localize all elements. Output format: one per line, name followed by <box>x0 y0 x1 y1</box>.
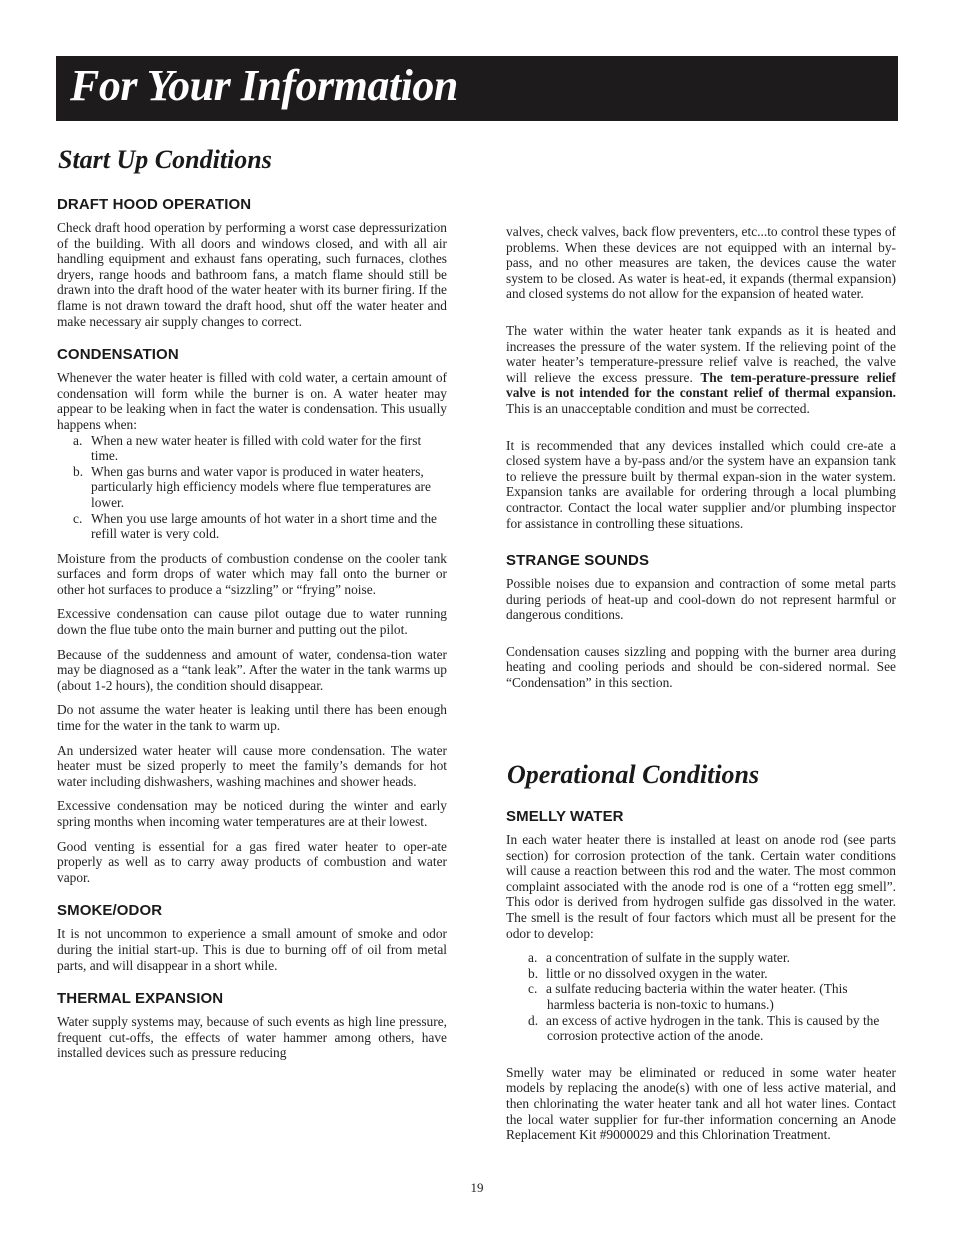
smelly-water-list <box>506 950 896 1044</box>
list-item: c. When you use large amounts of hot water in a short time and the refill water is very cold. <box>73 510 437 542</box>
operational-section-title: Operational Conditions <box>507 760 760 789</box>
smelly-water-section <box>506 808 896 1143</box>
list-item: d. an excess of active hydrogen in the tank. This is caused by the corrosion protective action of the anode. <box>528 1012 880 1044</box>
condensation-paragraph: Moisture from the products of combustion condense on the cooler tank surfaces and form drops of water which may fall onto the burner or other hot surfaces to produce a “sizzling” or “frying” noise. <box>57 550 447 597</box>
strange-sounds-heading: STRANGE SOUNDS <box>506 552 650 570</box>
thermal-expansion-body-right: valves, check valves, back flow preventers, etc...to control these types of problems. When these devices are not equipped with an internal by-pass, and no other measures are taken, the devices cause the water system to be closed. As water is heat-ed, it expands (thermal expansion) and closed systems do not allow for the expansion of heated water. <box>506 224 896 302</box>
smelly-water-outro: Smelly water may be eliminated or reduced in some water heater models by replacing the anode(s) with one of less active material, and then chlorinating the water heater tank and all hot water lines. Contact the local water supplier for fur-ther information concerning an Anode Replacement Kit #9000029 and this Chlorination Treatment. <box>506 1064 896 1143</box>
startup-section-title: Start Up Conditions <box>58 145 272 174</box>
list-item: b. little or no dissolved oxygen in the water. <box>528 965 768 981</box>
list-item: a. a concentration of sulfate in the supply water. <box>528 950 790 966</box>
condensation-paragraph: Do not assume the water heater is leaking until there has been enough time for the water in the tank to warm up. <box>57 702 447 734</box>
thermal-expansion-heading: THERMAL EXPANSION <box>57 990 224 1008</box>
strange-sounds-paragraph: Condensation causes sizzling and popping with the burner area during heating and cooling periods and should be con-sidered normal. See “Condensation” in this section. <box>506 643 896 691</box>
condensation-paragraph: Excessive condensation may be noticed during the winter and early spring months when incoming water temperatures are at their lowest. <box>57 798 447 829</box>
draft-hood-body: Check draft hood operation by performing a worst case depressurization of the building. With all doors and windows closed, and with all air handling equipment and exhaust fans operating, such furnaces, clothes dryers, range hoods and bathroom fans, a match flame should still be drawn into the draft hood of the water heater with its burner firing. If the flame is not drawn toward the draft hood, shut off the water heater and make necessary air supply changes to correct. <box>57 220 447 329</box>
strange-sounds-paragraph: Possible noises due to expansion and contraction of some metal parts during periods of heat-up and cool-down do not represent harmful or dangerous conditions. <box>506 576 896 623</box>
banner-title: For Your Information <box>70 61 458 110</box>
condensation-paragraph: Good venting is essential for a gas fired water heater to oper-ate properly as well as to carry away products of combustion and water vapor. <box>57 838 447 885</box>
left-column <box>57 196 447 1061</box>
list-item: b. When gas burns and water vapor is produced in water heaters, particularly high efficiency models where flue temperatures are lower. <box>73 463 431 510</box>
condensation-paragraph: Excessive condensation can cause pilot outage due to water running down the flue tube onto the main burner and putting out the pilot. <box>57 606 447 638</box>
condensation-paragraph: Because of the suddenness and amount of water, condensa-tion water may be diagnosed as a “tank leak”. After the water in the tank warms up (about 1-2 hours), the condition should disappear. <box>57 646 447 693</box>
smelly-water-heading: SMELLY WATER <box>506 808 624 825</box>
list-item: a. When a new water heater is filled with cold water for the first time. <box>73 432 422 464</box>
smelly-water-intro: In each water heater there is installed at least on anode rod (see parts section) for corrosion protection of the tank. Certain water conditions will cause a reaction between this rod and the water. The most common complaint associated with the anode rod is one of a “rotten egg smell”. This odor is derived from hydrogen sulfide gas dissolved in the water. The smell is the result of four factors which must all be present for the odor to develop: <box>506 832 896 941</box>
list-item: c. a sulfate reducing bacteria within the water heater. (This harmless bacteria is non-toxic to humans.) <box>528 981 848 1012</box>
condensation-heading: CONDENSATION <box>57 346 179 364</box>
draft-hood-heading: DRAFT HOOD OPERATION <box>57 196 252 213</box>
page-banner <box>56 56 898 121</box>
right-column <box>506 224 896 691</box>
thermal-expansion-body-left: Water supply systems may, because of such events as high line pressure, frequent cut-offs, the effects of water hammer among others, have installed devices such as pressure reducing <box>57 1014 447 1061</box>
thermal-expansion-paragraph: The water within the water heater tank expands as it is heated and increases the pressure of the water system. If the relieving point of the water heater’s temperature-pressure relief valve is reached, the valve will relieve the excess pressure. The tem-perature-pressure relief valve is not intended for the constant relief of thermal expansion. This is an unacceptable condition and must be corrected. <box>506 322 896 416</box>
smoke-odor-heading: SMOKE/ODOR <box>57 902 163 920</box>
smoke-odor-body: It is not uncommon to experience a small amount of smoke and odor during the initial start-up. This is due to burning off of oil from metal parts, and will disappear in a short while. <box>57 926 447 973</box>
thermal-expansion-paragraph: It is recommended that any devices installed which could cre-ate a closed system have a by-pass and/or the system have an expansion tank to relieve the pressure built by thermal expan-sion in the water system. Expansion tanks are available for ordering through a local plumbing contractor. Contact the local water supplier and/or plumbing inspector for assistance in controlling these situations. <box>506 437 896 531</box>
condensation-list <box>57 433 447 542</box>
condensation-intro: Whenever the water heater is filled with cold water, a certain amount of condensation will form while the burner is on. A water heater may appear to be leaking when in fact the water is condensation. This usually happens when: <box>57 370 447 432</box>
page-number: 19 <box>470 1180 484 1195</box>
condensation-paragraph: An undersized water heater will cause more condensation. The water heater must be sized properly to meet the family’s demands for hot water including dishwashers, washing machines and shower heads. <box>57 742 447 789</box>
